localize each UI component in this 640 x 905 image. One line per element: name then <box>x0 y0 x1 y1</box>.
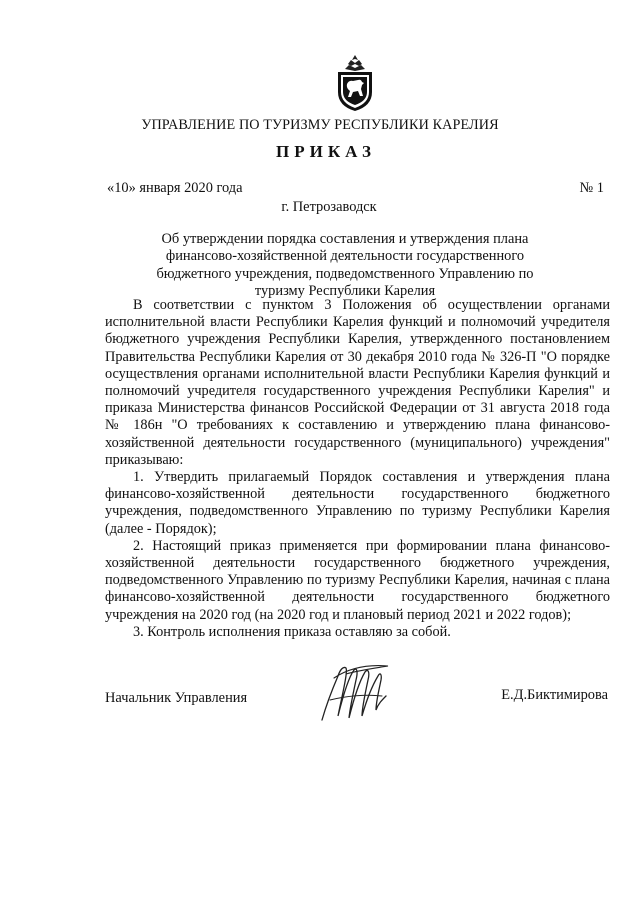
order-number: № 1 <box>579 180 604 196</box>
order-city: г. Петрозаводск <box>281 199 377 215</box>
handwritten-signature <box>316 656 396 726</box>
signer-name: Е.Д.Биктимирова <box>501 687 608 703</box>
order-body <box>105 297 610 641</box>
karelia-coat-of-arms-icon <box>334 54 376 112</box>
order-date: «10» января 2020 года <box>107 180 243 196</box>
order-item-2: 2. Настоящий приказ применяется при формировании плана финансово-хозяйственной деятельности государственного бюджетного учреждения, подведомственного Управлению по туризму Республики Карелия, начиная с плана финансово-хозяйственной деятельности государственного бюджетного учреждения на 2020 год (на 2020 год и плановый период 2021 и 2022 годов); <box>105 537 610 623</box>
document-type-title: ПРИКАЗ <box>276 142 376 161</box>
order-item-3: 3. Контроль исполнения приказа оставляю за собой. <box>133 623 451 640</box>
preamble-paragraph: В соответствии с пунктом 3 Положения об осуществлении органами исполнительной власти Республики Карелия функций и полномочий учредителя бюджетного учреждения Республики Карелия, утвержденного постановлением Правительства Республики Карелия от 30 декабря 2010 года № 326-П "О порядке осуществления органами исполнительной власти Республики Карелия функций и полномочий учредителя государственного учреждения Республики Карелия" и приказа Министерства финансов Российской Федерации от 31 августа 2018 года № 186н "О требованиях к составлению и утверждению плана финансово-хозяйственной деятельности государственного (муниципального) учреждения" приказываю: <box>105 297 610 468</box>
organization-name: УПРАВЛЕНИЕ ПО ТУРИЗМУ РЕСПУБЛИКИ КАРЕЛИЯ <box>141 117 499 133</box>
order-item-1: 1. Утвердить прилагаемый Порядок составления и утверждения плана финансово-хозяйственной деятельности государственного бюджетного учреждения, подведомственного Управлению по туризму Республики Карелия (далее - Порядок); <box>105 469 610 537</box>
signer-position: Начальник Управления <box>105 690 248 706</box>
order-subject: Об утверждении порядка составления и утверждения плана финансово-хозяйственной деятельности государственного бюджетного учреждения, подведомственного Управлению по туризму Республики Карелия <box>156 231 534 299</box>
